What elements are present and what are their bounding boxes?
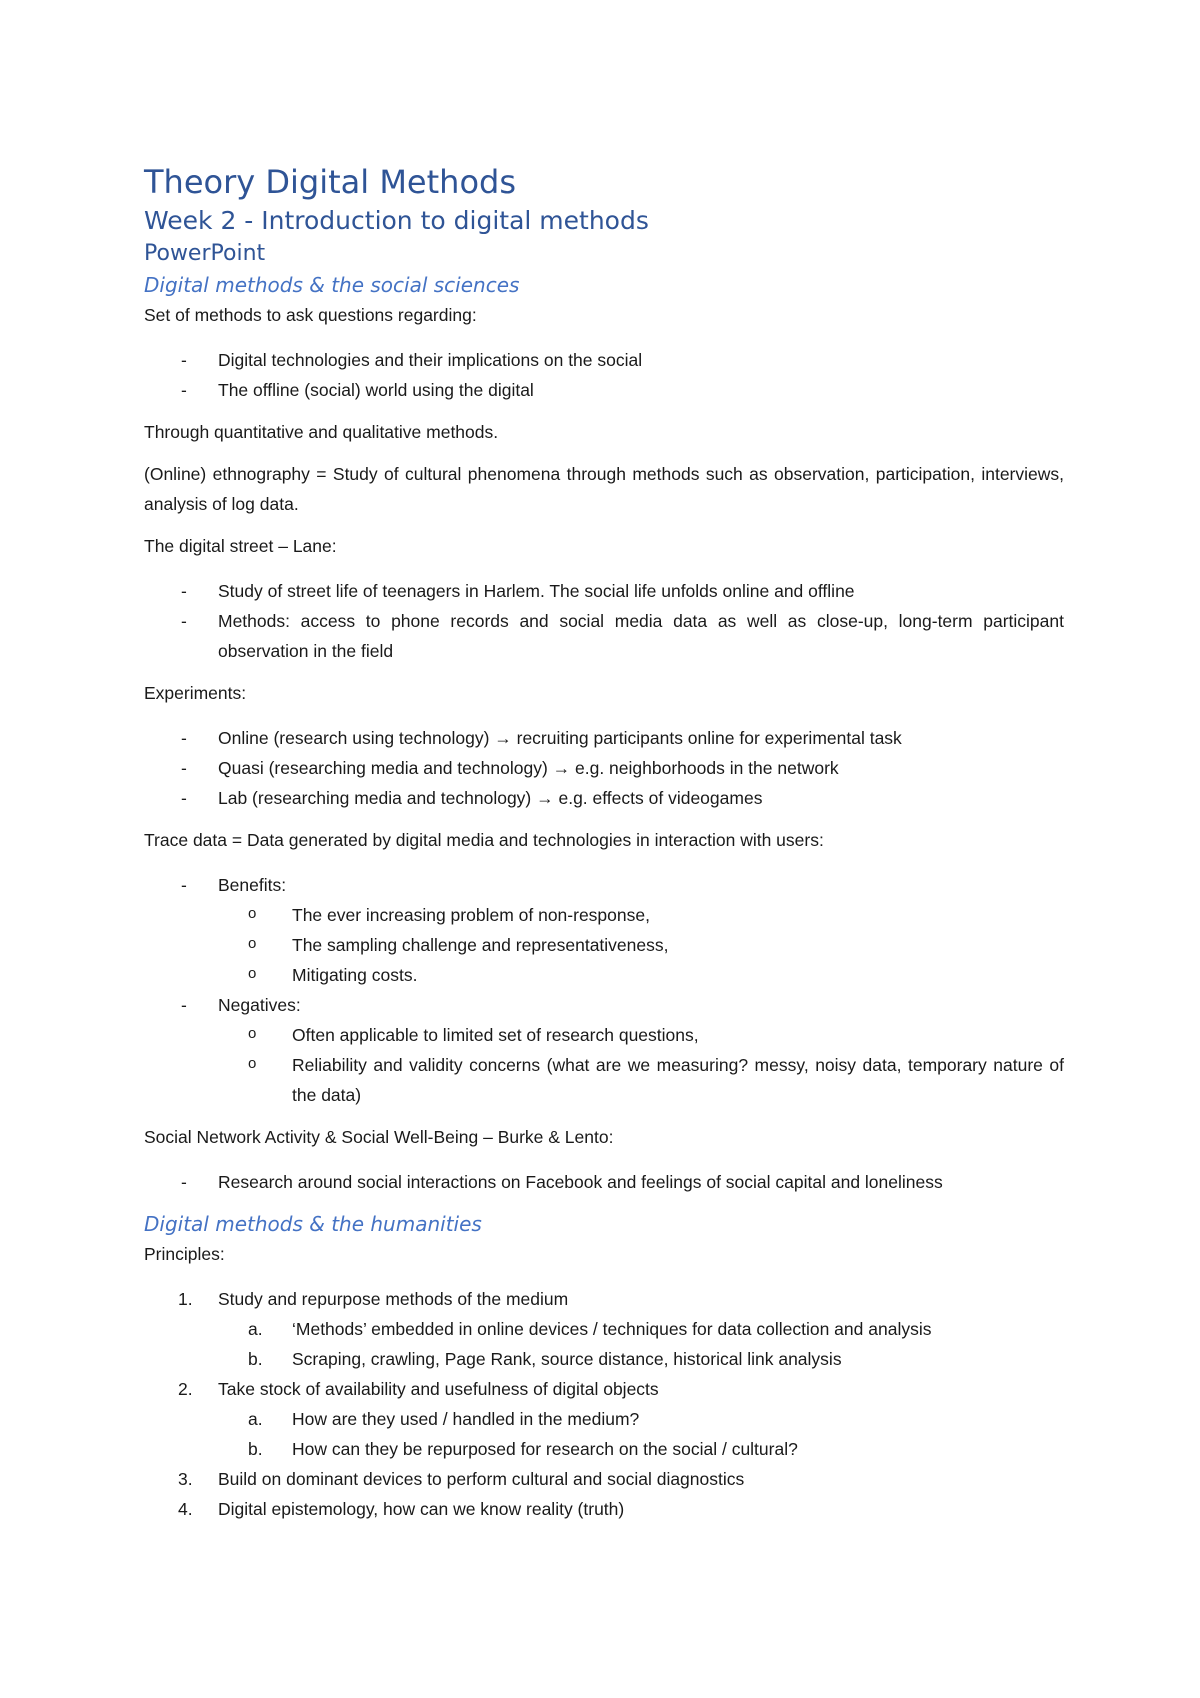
principle-text: Digital epistemology, how can we know reality (truth) [218, 1499, 625, 1519]
list-item [144, 1494, 1064, 1524]
list-item [144, 1464, 1064, 1494]
list-item [144, 870, 1064, 990]
list-number: 4. [178, 1499, 193, 1519]
list-letter: b. [248, 1349, 263, 1369]
through-paragraph: Through quantitative and qualitative methods. [144, 422, 499, 442]
list-number: 2. [178, 1379, 193, 1399]
trace-data-heading: Trace data = Data generated by digital media and technologies in interaction with users: [144, 830, 824, 850]
humanities-heading: Digital methods & the humanities [144, 1212, 482, 1236]
list-item: o Mitigating costs. [218, 960, 1064, 990]
list-item: o The sampling challenge and representativeness, [218, 930, 1064, 960]
powerpoint-heading: PowerPoint [144, 241, 266, 266]
list-item [218, 1404, 1064, 1434]
benefits-list [218, 900, 1064, 990]
sub-item-text: ‘Methods’ embedded in online devices / techniques for data collection and analysis [292, 1319, 932, 1339]
list-item [144, 1284, 1064, 1374]
benefits-label: Benefits: [218, 875, 287, 895]
burke-lento-heading: Social Network Activity & Social Well-Being – Burke & Lento: [144, 1127, 614, 1147]
intro-list [144, 345, 1064, 405]
list-item: o Often applicable to limited set of research questions, [218, 1020, 1064, 1050]
list-item: - The offline (social) world using the digital [144, 375, 1064, 405]
list-number: 1. [178, 1289, 193, 1309]
document-body [144, 162, 1064, 1524]
principle-text: Build on dominant devices to perform cultural and social diagnostics [218, 1469, 745, 1489]
week-heading: Week 2 - Introduction to digital methods [144, 206, 649, 235]
list-number: 3. [178, 1469, 193, 1489]
list-item: - Online (research using technology) → recruiting participants online for experimental task [144, 723, 1064, 753]
negatives-list [218, 1020, 1064, 1110]
list-item: - Quasi (researching media and technology) → e.g. neighborhoods in the network [144, 753, 1064, 783]
list-item: o The ever increasing problem of non-response, [218, 900, 1064, 930]
list-item: - Research around social interactions on Facebook and feelings of social capital and loneliness [144, 1167, 1064, 1197]
principles-list [144, 1284, 1064, 1524]
sub-list [218, 1314, 1064, 1374]
list-item [218, 1434, 1064, 1464]
list-item: - Study of street life of teenagers in Harlem. The social life unfolds online and offline [144, 576, 1064, 606]
ethnography-paragraph: (Online) ethnography = Study of cultural phenomena through methods such as observation, participation, interviews, analysis of log data. [144, 464, 1064, 514]
list-item [218, 1344, 1064, 1374]
sub-item-text: How are they used / handled in the medium? [292, 1409, 640, 1429]
intro-paragraph: Set of methods to ask questions regarding: [144, 305, 477, 325]
document-title: Theory Digital Methods [144, 163, 516, 201]
list-letter: b. [248, 1439, 263, 1459]
trace-data-list [144, 870, 1064, 1110]
digital-street-heading: The digital street – Lane: [144, 536, 337, 556]
list-item: - Methods: access to phone records and social media data as well as close-up, long-term participant observation in the field [144, 606, 1064, 666]
sub-item-text: How can they be repurposed for research on the social / cultural? [292, 1439, 798, 1459]
principle-text: Take stock of availability and usefulness of digital objects [218, 1379, 659, 1399]
sub-list [218, 1404, 1064, 1464]
list-letter: a. [248, 1319, 263, 1339]
experiments-list [144, 723, 1064, 813]
negatives-label: Negatives: [218, 995, 301, 1015]
principles-label: Principles: [144, 1244, 225, 1264]
list-letter: a. [248, 1409, 263, 1429]
experiments-heading: Experiments: [144, 683, 247, 703]
burke-lento-list [144, 1167, 1064, 1197]
principle-text: Study and repurpose methods of the medium [218, 1289, 569, 1309]
sub-item-text: Scraping, crawling, Page Rank, source distance, historical link analysis [292, 1349, 842, 1369]
list-item [144, 1374, 1064, 1464]
list-item: - Digital technologies and their implications on the social [144, 345, 1064, 375]
social-sciences-heading: Digital methods & the social sciences [144, 273, 520, 297]
list-item: - Lab (researching media and technology) → e.g. effects of videogames [144, 783, 1064, 813]
list-item [218, 1314, 1064, 1344]
digital-street-list [144, 576, 1064, 666]
list-item [144, 990, 1064, 1110]
list-item: o Reliability and validity concerns (what are we measuring? messy, noisy data, temporary nature of the data) [218, 1050, 1064, 1110]
